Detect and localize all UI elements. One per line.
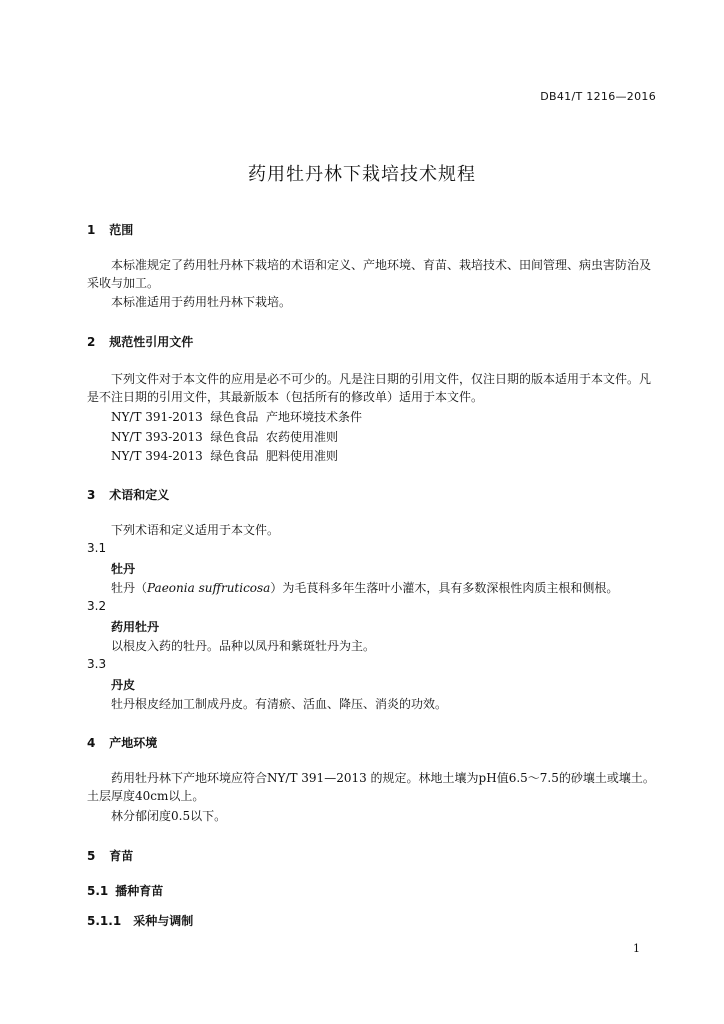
section-title: 育苗	[109, 849, 134, 863]
canopy-paragraph: 林分郁闭度0.5以下。	[111, 809, 227, 823]
reference-item: NY/T 391-2013 绿色食品 产地环境技术条件	[111, 410, 363, 424]
scope-paragraph: 本标准规定了药用牡丹林下栽培的术语和定义、产地环境、育苗、栽培技术、田间管理、病虫害防治及采收与加工。	[87, 258, 652, 290]
term-definition: 牡丹根皮经加工制成丹皮。有清瘀、活血、降压、消炎的功效。	[111, 697, 448, 711]
subsubsection-number: 5.1.1	[87, 914, 122, 928]
document-title: 药用牡丹林下栽培技术规程	[248, 164, 476, 185]
latin-name: Paeonia suffruticosa	[147, 581, 271, 595]
reference-item: NY/T 394-2013 绿色食品 肥料使用准则	[111, 449, 339, 463]
page-number: 1	[633, 942, 640, 955]
section-2-heading	[87, 333, 193, 350]
term-number: 3.3	[87, 657, 107, 671]
reference-item: NY/T 393-2013 绿色食品 农药使用准则	[111, 430, 339, 444]
subsubsection-heading	[87, 912, 193, 929]
references-paragraph: 下列文件对于本文件的应用是必不可少的。凡是注日期的引用文件，仅注日期的版本适用于本文件。凡是不注日期的引用文件，其最新版本（包括所有的修改单）适用于本文件。	[87, 372, 652, 404]
term-number: 3.2	[87, 599, 107, 613]
section-title: 规范性引用文件	[109, 335, 194, 349]
section-5-heading	[87, 847, 133, 864]
section-3-heading	[87, 486, 169, 503]
section-title: 范围	[109, 223, 134, 237]
environment-paragraph: 药用牡丹林下产地环境应符合NY/T 391—2013 的规定。林地土壤为pH值6.5～7.5的砂壤土或壤土。土层厚度40cm以上。	[87, 771, 655, 803]
section-number: 2	[87, 335, 96, 349]
section-number: 5	[87, 849, 96, 863]
section-number: 3	[87, 488, 96, 502]
term-definition: 牡丹（Paeonia suffruticosa）为毛茛科多年生落叶小灌木，具有多数深根性肉质主根和侧根。	[111, 581, 619, 595]
section-title: 术语和定义	[109, 488, 170, 502]
section-1-heading	[87, 221, 133, 238]
section-4-heading	[87, 734, 157, 751]
subsection-number: 5.1	[87, 884, 109, 898]
term-definition: 以根皮入药的牡丹。品种以凤丹和紫斑牡丹为主。	[111, 639, 376, 653]
section-number: 4	[87, 736, 96, 750]
subsection-title: 播种育苗	[115, 884, 164, 898]
subsubsection-title: 采种与调制	[133, 914, 194, 928]
term-name: 药用牡丹	[111, 620, 160, 634]
terms-intro: 下列术语和定义适用于本文件。	[111, 523, 280, 537]
subsection-heading	[87, 882, 163, 899]
section-number: 1	[87, 223, 96, 237]
scope-applicability: 本标准适用于药用牡丹林下栽培。	[111, 295, 292, 309]
section-title: 产地环境	[109, 736, 158, 750]
standard-code: DB41/T 1216—2016	[540, 90, 656, 103]
term-name: 丹皮	[111, 678, 136, 692]
term-name: 牡丹	[111, 562, 136, 576]
term-number: 3.1	[87, 541, 107, 555]
